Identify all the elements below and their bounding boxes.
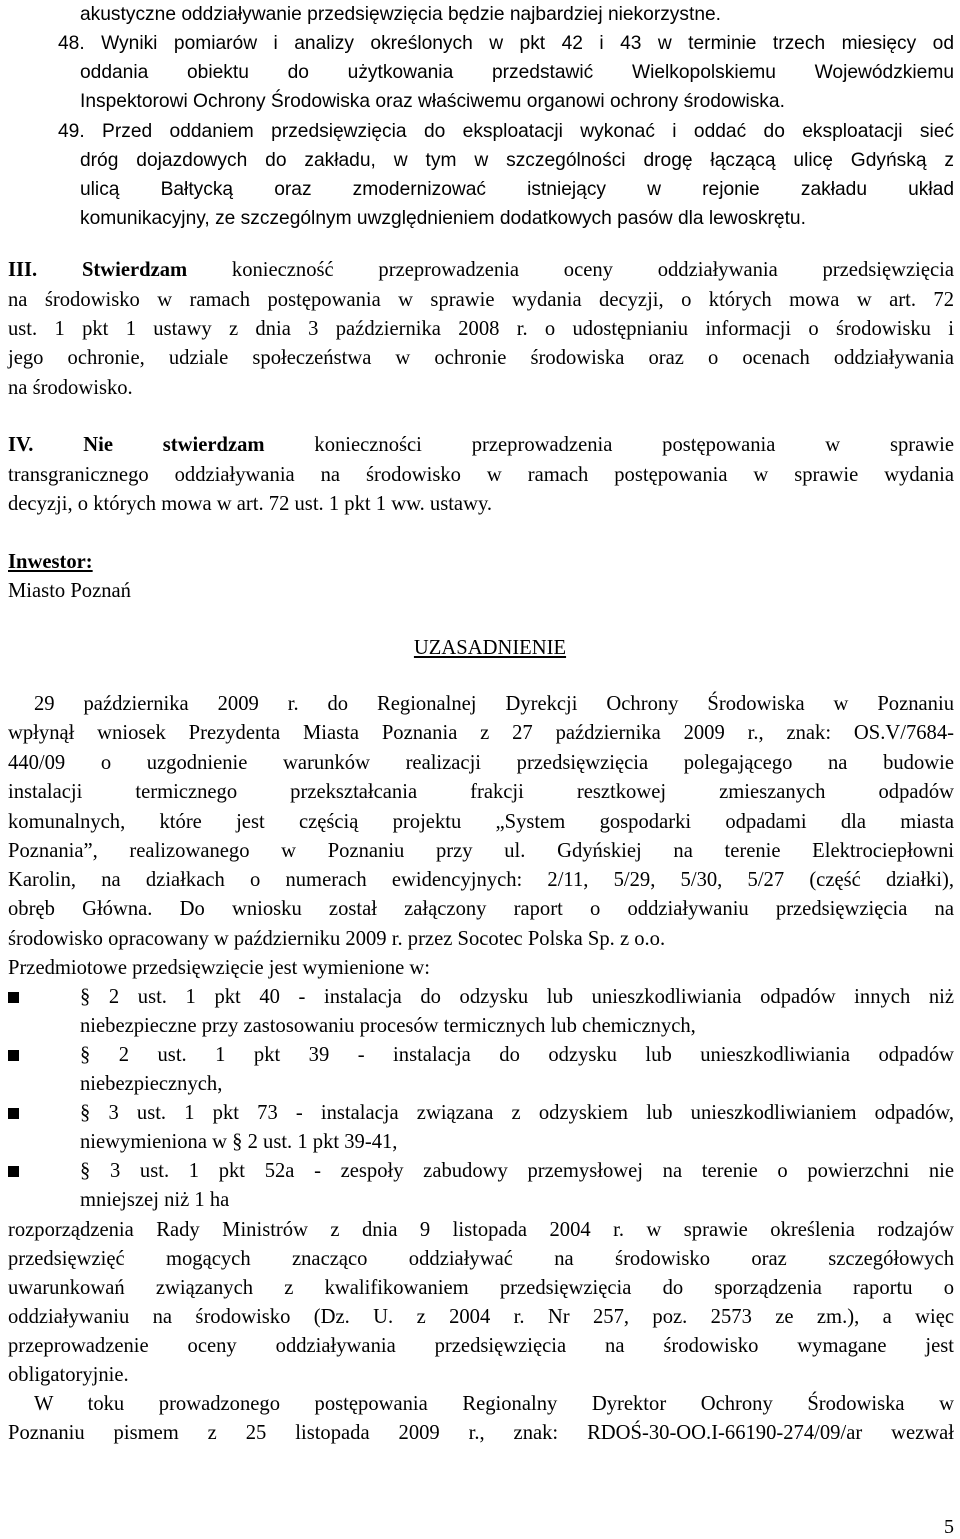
- bullet-square-icon: [8, 1108, 19, 1119]
- section-4-lead: Nie stwierdzam: [83, 434, 265, 456]
- point-48-line-1: 48. Wyniki pomiarów i analizy określonych w pkt 42 i 43 w terminie trzech miesięcy od: [58, 33, 954, 54]
- section-4-first-rest: konieczności przeprowadzenia postępowania w sprawie: [264, 434, 954, 456]
- point-49-line-4: komunikacyjny, ze szczególnym uwzględnieniem dodatkowych pasów dla lewoskrętu.: [80, 208, 806, 229]
- section-3-line-2: na środowisko w ramach postępowania w sprawie wydania decyzji, o których mowa w art. 72: [8, 289, 954, 311]
- para-1-line-7: Karolin, na działkach o numerach ewidencyjnych: 2/11, 5/29, 5/30, 5/27 (część działki),: [8, 869, 954, 891]
- investor-name: Miasto Poznań: [8, 580, 131, 602]
- section-3-line-4: jego ochronie, udziale społeczeństwa w ochronie środowiska oraz o ocenach oddziaływania: [8, 347, 954, 369]
- paragraph-47-tail: akustyczne oddziaływanie przedsięwzięcia będzie najbardziej niekorzystne.: [80, 4, 721, 25]
- page-number: 5: [944, 1516, 954, 1538]
- para-2-line-2: przedsięwzięć mogących znacząco oddziaływać na środowisko oraz szczegółowych: [8, 1248, 954, 1270]
- para-3-line-1: W toku prowadzonego postępowania Regionalny Dyrektor Ochrony Środowiska w: [34, 1393, 954, 1415]
- list-item-2-line-1: § 2 ust. 1 pkt 39 - instalacja do odzysku lub unieszkodliwiania odpadów: [80, 1044, 954, 1066]
- para-1-line-8: obręb Główna. Do wniosku został załączony raport o oddziaływaniu przedsięwzięcia na: [8, 898, 954, 920]
- section-3-number: III.: [8, 259, 38, 281]
- para-3-line-2: Poznaniu pismem z 25 listopada 2009 r., znak: RDOŚ-30-OO.I-66190-274/09/ar wezwał: [8, 1422, 954, 1444]
- section-4-number: IV.: [8, 434, 34, 456]
- para-1-line-10: Przedmiotowe przedsięwzięcie jest wymienione w:: [8, 957, 431, 979]
- list-item-4-line-1: § 3 ust. 1 pkt 52a - zespoły zabudowy przemysłowej na terenie o powierzchni nie: [80, 1160, 954, 1182]
- list-item-1-line-1: § 2 ust. 1 pkt 40 - instalacja do odzysku lub unieszkodliwiania odpadów innych niż: [80, 986, 954, 1008]
- para-1-line-6: Poznania”, realizowanego w Poznaniu przy ul. Gdyńskiej na terenie Elektrociepłowni: [8, 840, 954, 862]
- bullet-square-icon: [8, 1050, 19, 1061]
- para-2-line-3: uwarunkowań związanych z kwalifikowaniem przedsięwzięcia do sporządzenia raportu o: [8, 1277, 954, 1299]
- para-1-line-3: 440/09 o uzgodnienie warunków realizacji przedsięwzięcia polegającego na budowie: [8, 752, 954, 774]
- para-2-line-4: oddziaływaniu na środowisko (Dz. U. z 2004 r. Nr 257, poz. 2573 ze zm.), a więc: [8, 1306, 954, 1328]
- point-48-line-3: Inspektorowi Ochrony Środowiska oraz właściwemu organowi ochrony środowiska.: [80, 91, 785, 112]
- list-item-1-line-2: niebezpieczne przy zastosowaniu procesów termicznych lub chemicznych,: [80, 1015, 696, 1037]
- para-1-line-4: instalacji termicznego przekształcania frakcji resztkowej zmieszanych odpadów: [8, 781, 954, 803]
- section-3-line-1: [8, 256, 954, 286]
- para-2-line-5: przeprowadzenie oceny oddziaływania przedsięwzięcia na środowisko wymagane jest: [8, 1335, 954, 1357]
- bullet-square-icon: [8, 992, 19, 1003]
- para-2-line-6: obligatoryjnie.: [8, 1364, 129, 1386]
- section-3-line-3: ust. 1 pkt 1 ustawy z dnia 3 października 2008 r. o udostępnianiu informacji o środowisku i: [8, 318, 954, 340]
- investor-label: Inwestor:: [8, 551, 93, 573]
- para-1-line-2: wpłynął wniosek Prezydenta Miasta Poznania z 27 października 2009 r., znak: OS.V/7684-: [8, 722, 954, 744]
- section-4-line-1: [8, 431, 954, 461]
- section-heading: UZASADNIENIE: [413, 637, 567, 659]
- list-item-3-line-1: § 3 ust. 1 pkt 73 - instalacja związana z odzyskiem lub unieszkodliwianiem odpadów,: [80, 1102, 954, 1124]
- section-4-line-2: transgranicznego oddziaływania na środowisko w ramach postępowania w sprawie wydania: [8, 464, 954, 486]
- para-1-line-1: 29 października 2009 r. do Regionalnej Dyrekcji Ochrony Środowiska w Poznaniu: [34, 693, 954, 715]
- point-49-line-3: ulicą Bałtycką oraz zmodernizować istniejący w rejonie zakładu układ: [80, 179, 954, 200]
- point-48-line-2: oddania obiektu do użytkowania przedstawić Wielkopolskiemu Wojewódzkiemu: [80, 62, 954, 83]
- list-item-2-line-2: niebezpiecznych,: [80, 1073, 223, 1095]
- para-1-line-5: komunalnych, które jest częścią projektu „System gospodarki odpadami dla miasta: [8, 811, 954, 833]
- section-4-line-3: decyzji, o których mowa w art. 72 ust. 1 pkt 1 ww. ustawy.: [8, 493, 493, 515]
- para-1-line-9: środowisko opracowany w październiku 2009 r. przez Socotec Polska Sp. z o.o.: [8, 928, 666, 950]
- section-3-lead: Stwierdzam: [81, 259, 188, 281]
- section-3-first-rest: konieczność przeprowadzenia oceny oddziaływania przedsięwzięcia: [187, 259, 954, 281]
- para-2-line-1: rozporządzenia Rady Ministrów z dnia 9 listopada 2004 r. w sprawie określenia rodzajów: [8, 1219, 954, 1241]
- list-item-3-line-2: niewymieniona w § 2 ust. 1 pkt 39-41,: [80, 1131, 398, 1153]
- list-item-4-line-2: mniejszej niż 1 ha: [80, 1189, 230, 1211]
- point-49-line-2: dróg dojazdowych do zakładu, w tym w szczególności drogę łączącą ulicę Gdyńską z: [80, 150, 954, 171]
- section-3-line-5: na środowisko.: [8, 377, 133, 399]
- bullet-square-icon: [8, 1166, 19, 1177]
- point-49-line-1: 49. Przed oddaniem przedsięwzięcia do eksploatacji wykonać i oddać do eksploatacji sieć: [58, 121, 954, 142]
